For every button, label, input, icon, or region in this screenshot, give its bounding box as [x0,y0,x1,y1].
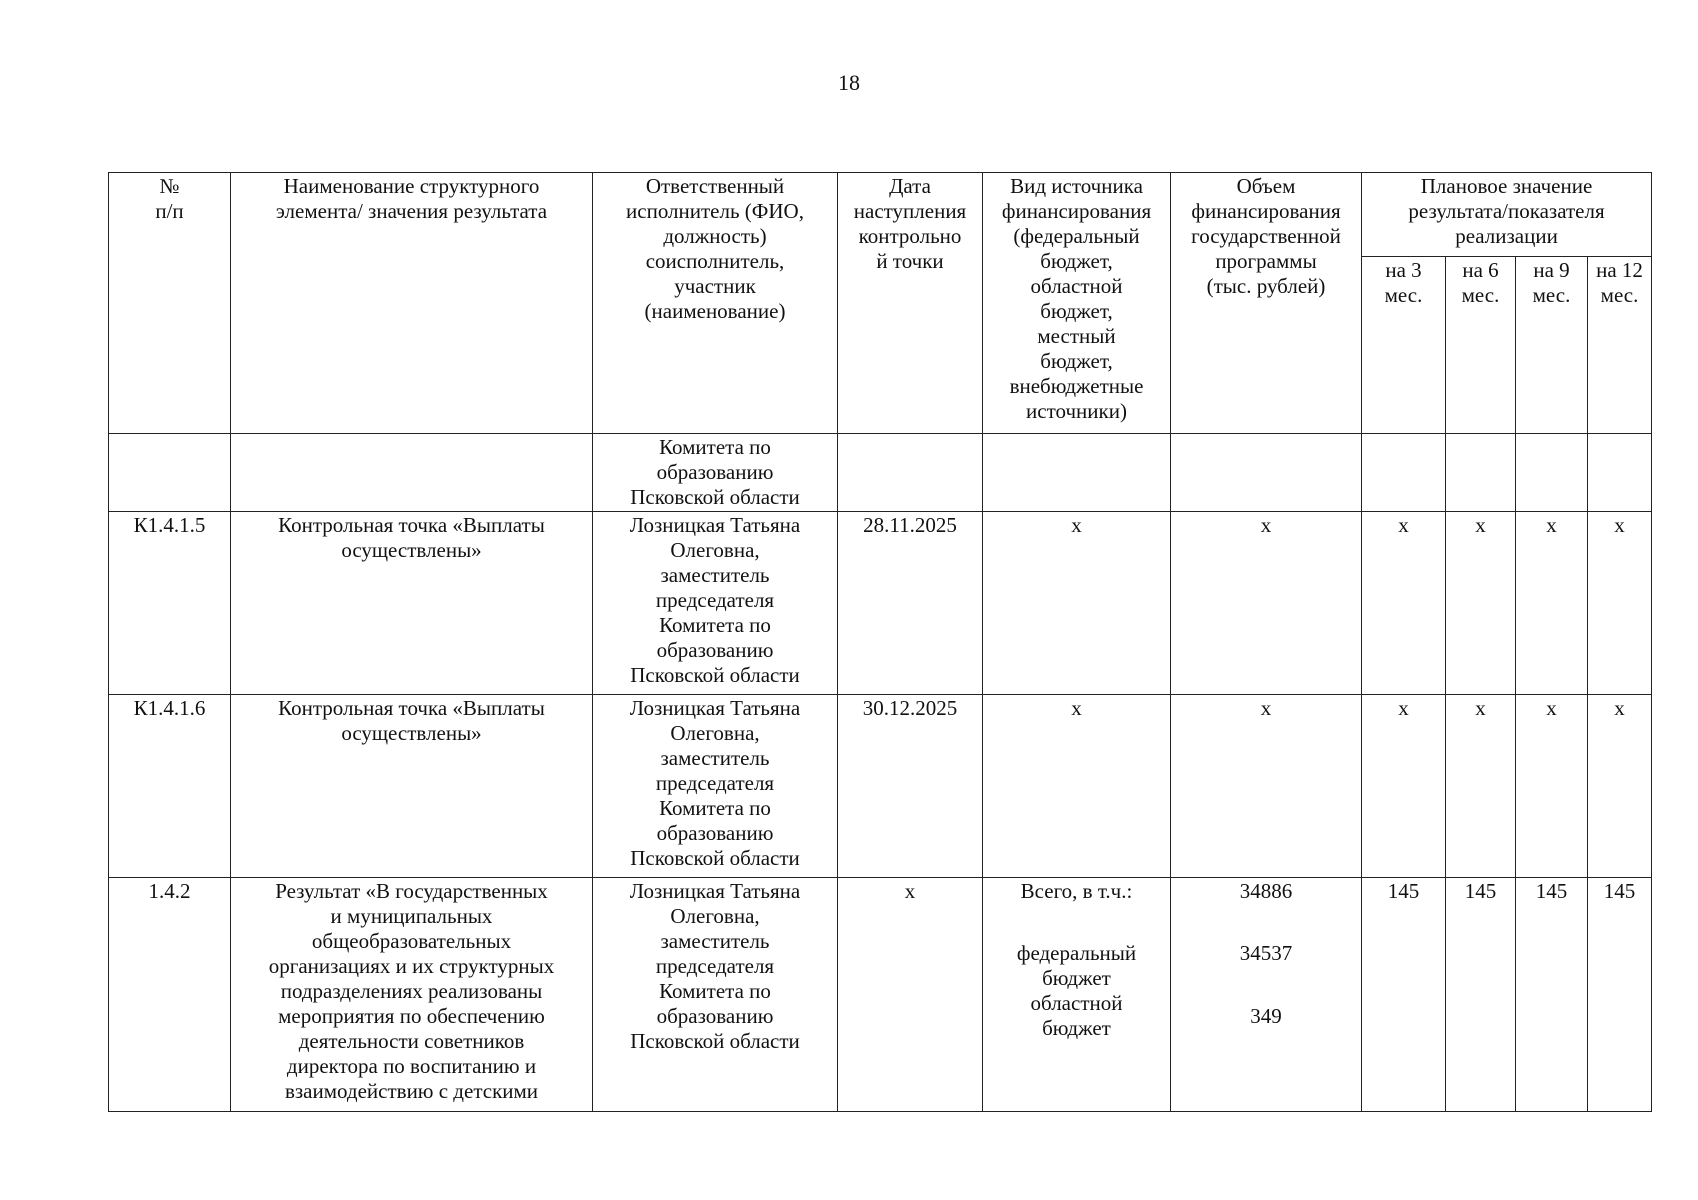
cell-month-3 [1362,434,1446,512]
text-line: контрольно [858,224,962,248]
cell-date: 28.11.2025 [838,512,983,695]
text-line: Комитета по [659,613,771,637]
text-line: реализации [1455,224,1558,248]
cell-volume [1171,434,1362,512]
header-responsible [593,173,838,434]
cell-responsible [593,512,838,695]
cell-month-3: x [1362,695,1446,878]
text-line: бюджет, [1040,299,1113,323]
text-line: Псковской области [630,846,800,870]
header-month-6 [1446,257,1516,434]
cell-month-6: x [1446,512,1516,695]
text-line: (тыс. рублей) [1206,274,1326,298]
cell-volume [1171,878,1362,1112]
text-line: Объем [1236,174,1296,198]
cell-month-6 [1446,434,1516,512]
cell-date: x [838,878,983,1112]
text-line: председателя [655,588,775,612]
cell-responsible [593,434,838,512]
cell-month-6: x [1446,695,1516,878]
text-line: председателя [655,771,775,795]
cell-month-9: x [1516,512,1588,695]
text-line: Олеговна, [670,904,760,928]
text-line: Вид источника [1010,174,1143,198]
header-num [109,173,231,434]
text-line: мероприятия по обеспечению [278,1004,545,1028]
text-line: Псковской области [630,485,800,509]
text-line: мес. [1384,283,1423,307]
cell-name [231,695,593,878]
text-line: общеобразовательных [311,929,512,953]
text-line: должность) [663,224,767,248]
text-line: Наименование структурного [283,174,540,198]
text-line: взаимодействию с детскими [284,1079,539,1103]
cell-month-9: 145 [1516,878,1588,1112]
text-line: (наименование) [644,299,786,323]
cell-date: 30.12.2025 [838,695,983,878]
text-line: директора по воспитанию и [286,1054,537,1078]
text-line: мес. [1600,283,1639,307]
text-line: Контрольная точка «Выплаты [278,513,545,537]
text-line: образованию [656,821,774,845]
cell-name [231,878,593,1112]
cell-name [231,434,593,512]
header-volume [1171,173,1362,434]
table-row [109,695,1652,878]
volume-total: 34886 [1239,879,1293,903]
text-line: председателя [655,954,775,978]
text-line: x [1071,513,1082,537]
header-month-3 [1362,257,1446,434]
text-line: Плановое значение [1420,174,1593,198]
cell-month-9: x [1516,695,1588,878]
text-line: финансирования [1001,199,1152,223]
cell-num: К1.4.1.6 [109,695,231,878]
cell-name [231,512,593,695]
text-line: № [159,174,180,198]
text-line: Комитета по [659,796,771,820]
cell-month-9 [1516,434,1588,512]
cell-volume [1171,695,1362,878]
text-line: на 3 [1385,258,1422,282]
volume-federal: 34537 [1239,941,1293,965]
header-month-9 [1516,257,1588,434]
text-line: мес. [1461,283,1500,307]
text-line: и муниципальных [330,904,493,928]
cell-responsible [593,878,838,1112]
text-line: местный [1037,324,1116,348]
cell-source [983,878,1171,1112]
text-line: п/п [155,199,184,223]
cell-month-12: 145 [1588,878,1652,1112]
cell-month-6: 145 [1446,878,1516,1112]
table-row [109,434,1652,512]
header-name [231,173,593,434]
volume-regional: 349 [1250,1004,1282,1028]
text-line: федеральный [1016,941,1137,965]
text-line: бюджет, [1040,349,1113,373]
text-line: программы [1215,249,1317,273]
text-line: элемента/ значения результата [275,199,548,223]
text-line: Комитета по [659,435,771,459]
text-line: образованию [656,638,774,662]
header-planned [1362,173,1652,257]
text-line: Результат «В государственных [275,879,548,903]
text-line: организациях и их структурных [268,954,555,978]
text-line: Олеговна, [670,538,760,562]
cell-volume [1171,512,1362,695]
text-line: внебюджетные [1009,374,1144,398]
text-line: Контрольная точка «Выплаты [278,696,545,720]
cell-month-3: x [1362,512,1446,695]
cell-num [109,434,231,512]
cell-month-12 [1588,434,1652,512]
cell-month-3: 145 [1362,878,1446,1112]
text-line: результата/показателя [1408,199,1605,223]
text-line: соисполнитель, [645,249,785,273]
cell-source [983,695,1171,878]
table-row [109,512,1652,695]
text-line: x [1260,696,1272,720]
table-row [109,878,1652,1112]
text-line: на 12 [1596,258,1643,282]
text-line: Ответственный [645,174,785,198]
text-line: мес. [1532,283,1571,307]
text-line: осуществлены» [341,721,482,745]
text-line: Дата [889,174,931,198]
cell-month-12: x [1588,695,1652,878]
text-line: Лозницкая Татьяна [629,513,801,537]
text-line: (федеральный [1013,224,1140,248]
text-line: источники) [1026,399,1127,423]
text-line: заместитель [660,929,770,953]
text-line: й точки [876,249,944,273]
cell-source [983,512,1171,695]
text-line: Комитета по [659,979,771,1003]
text-line: бюджет, [1040,249,1113,273]
page-number: 18 [838,70,860,95]
text-line: Псковской области [630,663,800,687]
text-line: областной [1030,991,1123,1015]
text-line: осуществлены» [341,538,482,562]
text-line: заместитель [660,563,770,587]
header-date [838,173,983,434]
text-line: на 9 [1533,258,1570,282]
text-line: Лозницкая Татьяна [629,696,801,720]
text-line: x [1071,696,1082,720]
text-line: областной [1030,274,1123,298]
cell-month-12: x [1588,512,1652,695]
text-line: бюджет [1042,1016,1111,1040]
text-line: наступления [853,199,967,223]
text-line: x [1260,513,1272,537]
text-line: образованию [656,460,774,484]
text-line: государственной [1191,224,1341,248]
text-line: заместитель [660,746,770,770]
text-line: Псковской области [630,1029,800,1053]
source-total: Всего, в т.ч.: [1020,879,1133,903]
cell-num: 1.4.2 [109,878,231,1112]
plan-table [108,172,1652,1112]
text-line: подразделениях реализованы [280,979,543,1003]
text-line: участник [674,274,756,298]
cell-source [983,434,1171,512]
text-line: бюджет [1042,966,1111,990]
text-line: Олеговна, [670,721,760,745]
text-line: исполнитель (ФИО, [626,199,804,223]
header-month-12 [1588,257,1652,434]
text-line: на 6 [1462,258,1499,282]
source-federal [986,941,1167,991]
text-line: деятельности советников [298,1029,525,1053]
cell-responsible [593,695,838,878]
text-line: Лозницкая Татьяна [629,879,801,903]
text-line: финансирования [1191,199,1341,223]
source-regional [986,991,1167,1041]
cell-num: К1.4.1.5 [109,512,231,695]
header-source [983,173,1171,434]
text-line: образованию [656,1004,774,1028]
cell-date [838,434,983,512]
